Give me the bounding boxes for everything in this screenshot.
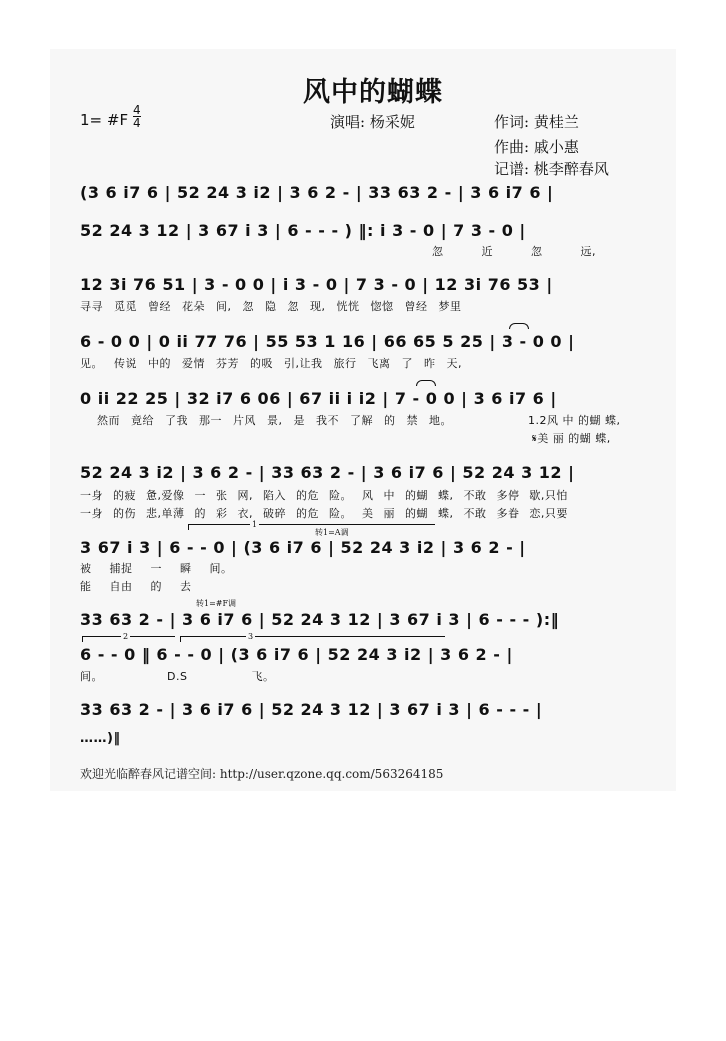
notation-line-6: 52 24 3 i2 | 3 6 2 - | 33 63 2 - | 3 6 i7 6 | 52 24 3 12 | — [80, 463, 575, 482]
volta-label-3: 3 — [248, 632, 254, 641]
notation-line-9: 6 - - 0 ‖ 6 - - 0 | (3 6 i7 6 | 52 24 3 i2 | 3 6 2 - | — [80, 645, 513, 664]
notation-line-7: 3 67 i 3 | 6 - - 0 | (3 6 i7 6 | 52 24 3 i2 | 3 6 2 - | — [80, 538, 526, 557]
notation-line-2: 52 24 3 12 | 3 67 i 3 | 6 - - - ) ‖: i 3 - 0 | 7 3 - 0 | — [80, 221, 526, 240]
meter-bottom: 4 — [133, 116, 141, 130]
lyric-line-6-verse-1: 一身 的疲 惫,爱像 一 张 网, 陷入 的危 险。 风 中 的蝴 蝶, 不敢 多停 歇,只怕 — [80, 489, 568, 502]
lyric-line-5-verse-b: 𝄋美 丽 的蝴 蝶, — [532, 432, 611, 445]
notation-line-4: 6 - 0 0 | 0 ii 77 76 | 55 53 1 16 | 66 65 5 25 | 3 - 0 0 | — [80, 332, 575, 351]
lyric-line-5: 然而 竟给 了我 那一 片风 景, 是 我不 了解 的 禁 地。 — [97, 414, 452, 427]
volta-bracket-1 — [188, 524, 435, 530]
notation-line-5: 0 ii 22 25 | 32 i7 6 06 | 67 ii i i2 | 7 - 0 0 | 3 6 i7 6 | — [80, 389, 557, 408]
lyric-line-4: 见。 传说 中的 爱情 芬芳 的吸 引,让我 旅行 飞离 了 昨 天, — [80, 357, 462, 370]
volta-bracket-3 — [180, 636, 445, 642]
volta-label-1: 1 — [252, 520, 258, 529]
time-signature — [133, 104, 141, 129]
modulation-mark-a: 转1=A调 — [315, 528, 349, 537]
footer-link-text: 欢迎光临醉春风记谱空间: http://user.qzone.qq.com/563264185 — [80, 767, 444, 781]
key-signature: 1= #F — [80, 111, 129, 129]
transcriber-credit: 记谱: 桃李醉春风 — [494, 160, 609, 178]
lyric-line-5-verse-a: 1.2风 中 的蝴 蝶, — [528, 414, 621, 427]
singer-credit: 演唱: 杨采妮 — [330, 113, 415, 131]
notation-line-11: ……)‖ — [80, 731, 121, 746]
notation-line-10: 33 63 2 - | 3 6 i7 6 | 52 24 3 12 | 3 67 i 3 | 6 - - - | — [80, 700, 543, 719]
composer-credit: 作曲: 戚小惠 — [494, 138, 579, 156]
modulation-mark-f: 转1=#F调 — [196, 599, 237, 608]
lyricist-credit: 作词: 黄桂兰 — [494, 113, 579, 131]
lyric-line-6-verse-2: 一身 的伤 悲,单薄 的 彩 衣, 破碎 的危 险。 美 丽 的蝴 蝶, 不敢 多眷 恋,只要 — [80, 507, 568, 520]
meter-top: 4 — [133, 103, 141, 117]
song-title: 风中的蝴蝶 — [303, 77, 443, 108]
lyric-line-7-verse-1: 被 捕捉 一 瞬 间。 — [80, 562, 233, 575]
lyric-line-9: 间。 D.S 飞。 — [80, 670, 275, 683]
lyric-line-3: 寻寻 觅觅 曾经 花朵 间, 忽 隐 忽 现, 恍恍 惚惚 曾经 梦里 — [80, 300, 462, 313]
slur-mark — [416, 380, 436, 386]
notation-line-1: (3 6 i7 6 | 52 24 3 i2 | 3 6 2 - | 33 63 2 - | 3 6 i7 6 | — [80, 183, 554, 202]
lyric-line-2: 忽 近 忽 远, — [432, 245, 596, 258]
slur-mark — [509, 323, 529, 329]
notation-line-8: 33 63 2 - | 3 6 i7 6 | 52 24 3 12 | 3 67 i 3 | 6 - - - ):‖ — [80, 610, 560, 629]
lyric-line-7-verse-2: 能 自由 的 去 — [80, 580, 192, 593]
notation-line-3: 12 3i 76 51 | 3 - 0 0 | i 3 - 0 | 7 3 - 0 | 12 3i 76 53 | — [80, 275, 553, 294]
volta-label-2: 2 — [123, 632, 129, 641]
